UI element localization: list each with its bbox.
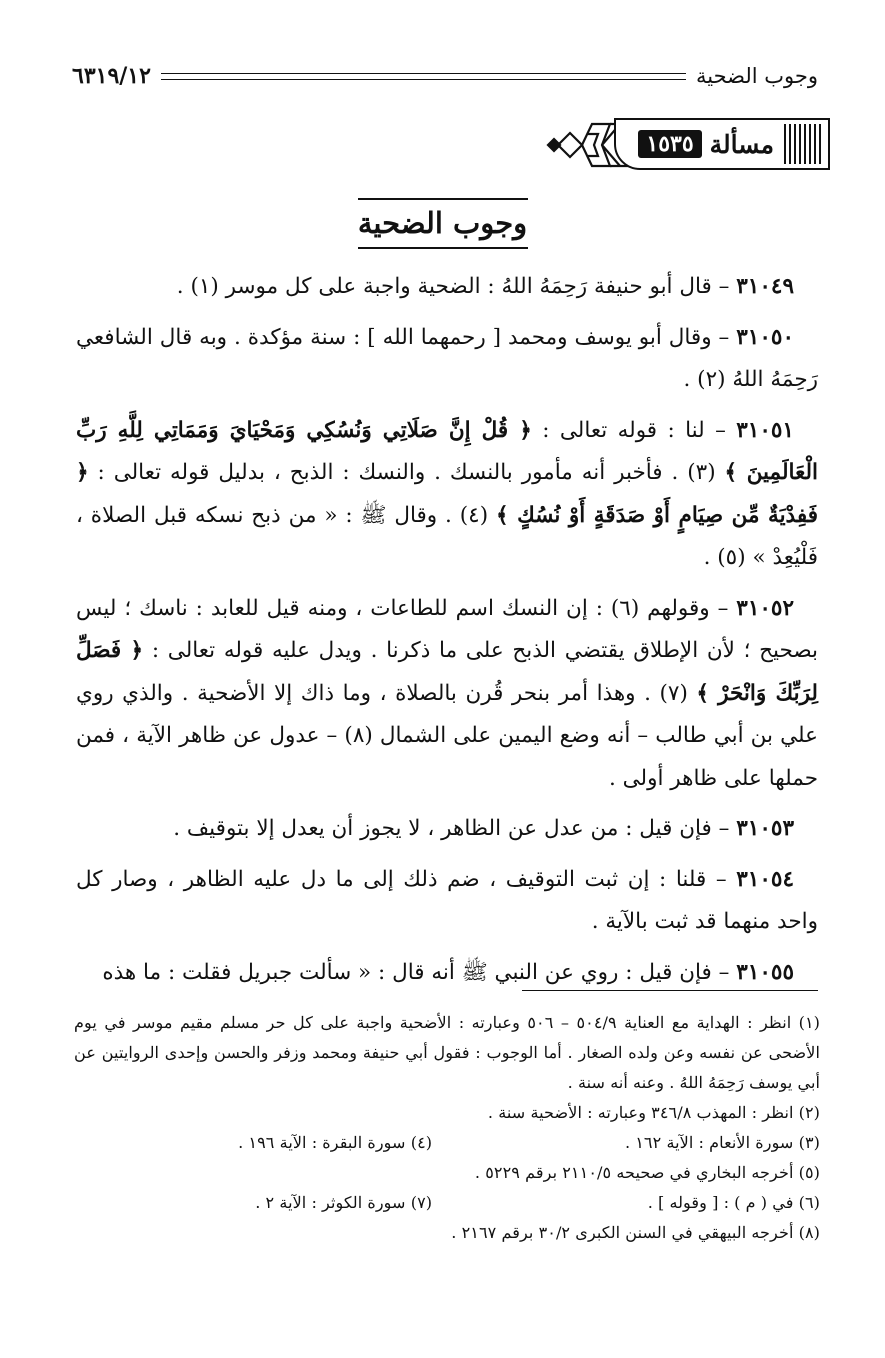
masala-label: مسألة	[709, 129, 774, 159]
paragraph-text: – لنا : قوله تعالى :	[531, 417, 726, 443]
paragraph-number: ٣١٠٥٢	[736, 595, 795, 621]
running-header-page-range: ٦٣١٩/١٢	[72, 63, 151, 89]
footnote: (٤) سورة البقرة : الآية ١٩٦ .	[238, 1133, 433, 1152]
masala-number: ١٥٣٥	[638, 130, 701, 158]
footnote: (٣) سورة الأنعام : الآية ١٦٢ .	[624, 1133, 820, 1152]
paragraph-text: (٣) . فأخبر أنه مأمور بالنسك . والنسك : الذبح ، بدليل قوله تعالى :	[88, 460, 725, 485]
paragraph-number: ٣١٠٥٤	[736, 866, 794, 892]
paragraph-text: – فإن قيل : روي عن النبي ﷺ أنه قال : « سألت جبريل فقلت : ما هذه	[102, 959, 730, 985]
paragraph-text: (٤) . وقال ﷺ : « من ذبح نسكه قبل الصلاة ، فَلْيُعِدْ » (٥) .	[76, 502, 818, 570]
paragraph-number: ٣١٠٥١	[736, 417, 794, 443]
footnote: (٦) في ( م ) : [ وقوله ] .	[647, 1193, 820, 1212]
paragraph	[76, 808, 818, 851]
running-header-title: وجوب الضحية	[695, 64, 818, 88]
paragraph	[76, 266, 818, 309]
section-title: وجوب الضحية	[358, 198, 528, 249]
footnotes	[74, 1008, 820, 1248]
striped-bar-icon	[784, 124, 824, 164]
paragraph	[76, 952, 818, 995]
masala-box	[614, 118, 830, 170]
footnote: (٢) انظر : المهذب ٣٤٦/٨ وعبارته : الأضحية سنة .	[487, 1103, 820, 1122]
paragraph-number: ٣١٠٥٠	[736, 324, 794, 350]
paragraph	[76, 410, 818, 580]
paragraph-text: – قلنا : إن ثبت التوقيف ، ضم ذلك إلى ما دل عليه الظاهر ، وصار كل واحد منهما قد ثبت بالآية .	[76, 866, 818, 934]
main-text	[76, 266, 818, 1002]
paragraph-number: ٣١٠٥٣	[736, 816, 794, 841]
paragraph-text: – فإن قيل : من عدل عن الظاهر ، لا يجوز أن يعدل إلا بتوقيف .	[173, 816, 730, 841]
footnote: (٨) أخرجه البيهقي في السنن الكبرى ٣٠/٢ برقم ٢١٦٧ .	[451, 1223, 820, 1242]
quran-verse: ﴿ فَفِدْيَةٌ مِّن صِيَامٍ أَوْ صَدَقَةٍ أَوْ نُسُكٍ ﴾	[76, 460, 818, 528]
running-header	[72, 58, 818, 94]
paragraph-text: – وقولهم (٦) : إن النسك اسم للطاعات ، ومنه قيل للعابد : ناسك ؛ ليس بصحيح ؛ لأن الإطلاق يقتضي الذبح على ما ذكرنا . ويدل عليه قوله تعالى :	[76, 595, 818, 663]
footnote: (٧) سورة الكوثر : الآية ٢ .	[255, 1193, 433, 1212]
paragraph-number: ٣١٠٤٩	[736, 274, 794, 299]
footnote-row	[74, 1188, 820, 1218]
paragraph	[76, 317, 818, 402]
paragraph-text: (٧) . وهذا أمر بنحر قُرن بالصلاة ، وما ذاك إلا الأضحية . والذي روي علي بن أبي طالب – أنه وضع اليمين على الشمال (٨) – عدول عن ظاهر الآية ، فمن حملها على ظاهر أولى .	[76, 680, 819, 791]
footnote: (١) انظر : الهداية مع العناية ٥٠٤/٩ – ٥٠٦ وعبارته : الأضحية واجبة على كل حر مسلم مقيم موسر في يوم الأضحى عن نفسه وعن ولده الصغار . أما الوجوب : فقول أبي حنيفة ومحمد وزفر والحسن وإحدى الروايتين عن أبي يوسف رَحِمَهُ اللهُ . وعنه أنه سنة .	[74, 1013, 820, 1092]
footnote: (٥) أخرجه البخاري في صحيحه ٢١١٠/٥ برقم ٥٢٢٩ .	[474, 1163, 820, 1182]
masala-banner	[540, 112, 830, 178]
paragraph-number: ٣١٠٥٥	[736, 959, 794, 985]
footnote-separator	[522, 990, 818, 991]
footnote-row	[74, 1128, 820, 1158]
section-title-wrap	[0, 198, 885, 249]
running-header-rule	[161, 73, 686, 80]
paragraph-text: – وقال أبو يوسف ومحمد [ رحمهما الله ] : سنة مؤكدة . وبه قال الشافعي رَحِمَهُ اللهُ (٢) .	[76, 324, 818, 392]
paragraph	[76, 859, 818, 944]
quran-verse: ﴿ قُلْ إِنَّ صَلَاتِي وَنُسُكِي وَمَحْيَايَ وَمَمَاتِي لِلَّهِ رَبِّ الْعَالَمِينَ ﴾	[76, 417, 818, 485]
quran-verse: ﴿ فَصَلِّ لِرَبِّكَ وَانْحَرْ ﴾	[76, 638, 818, 706]
paragraph-text: – قال أبو حنيفة رَحِمَهُ اللهُ : الضحية واجبة على كل موسر (١) .	[176, 274, 730, 299]
paragraph	[76, 588, 818, 801]
